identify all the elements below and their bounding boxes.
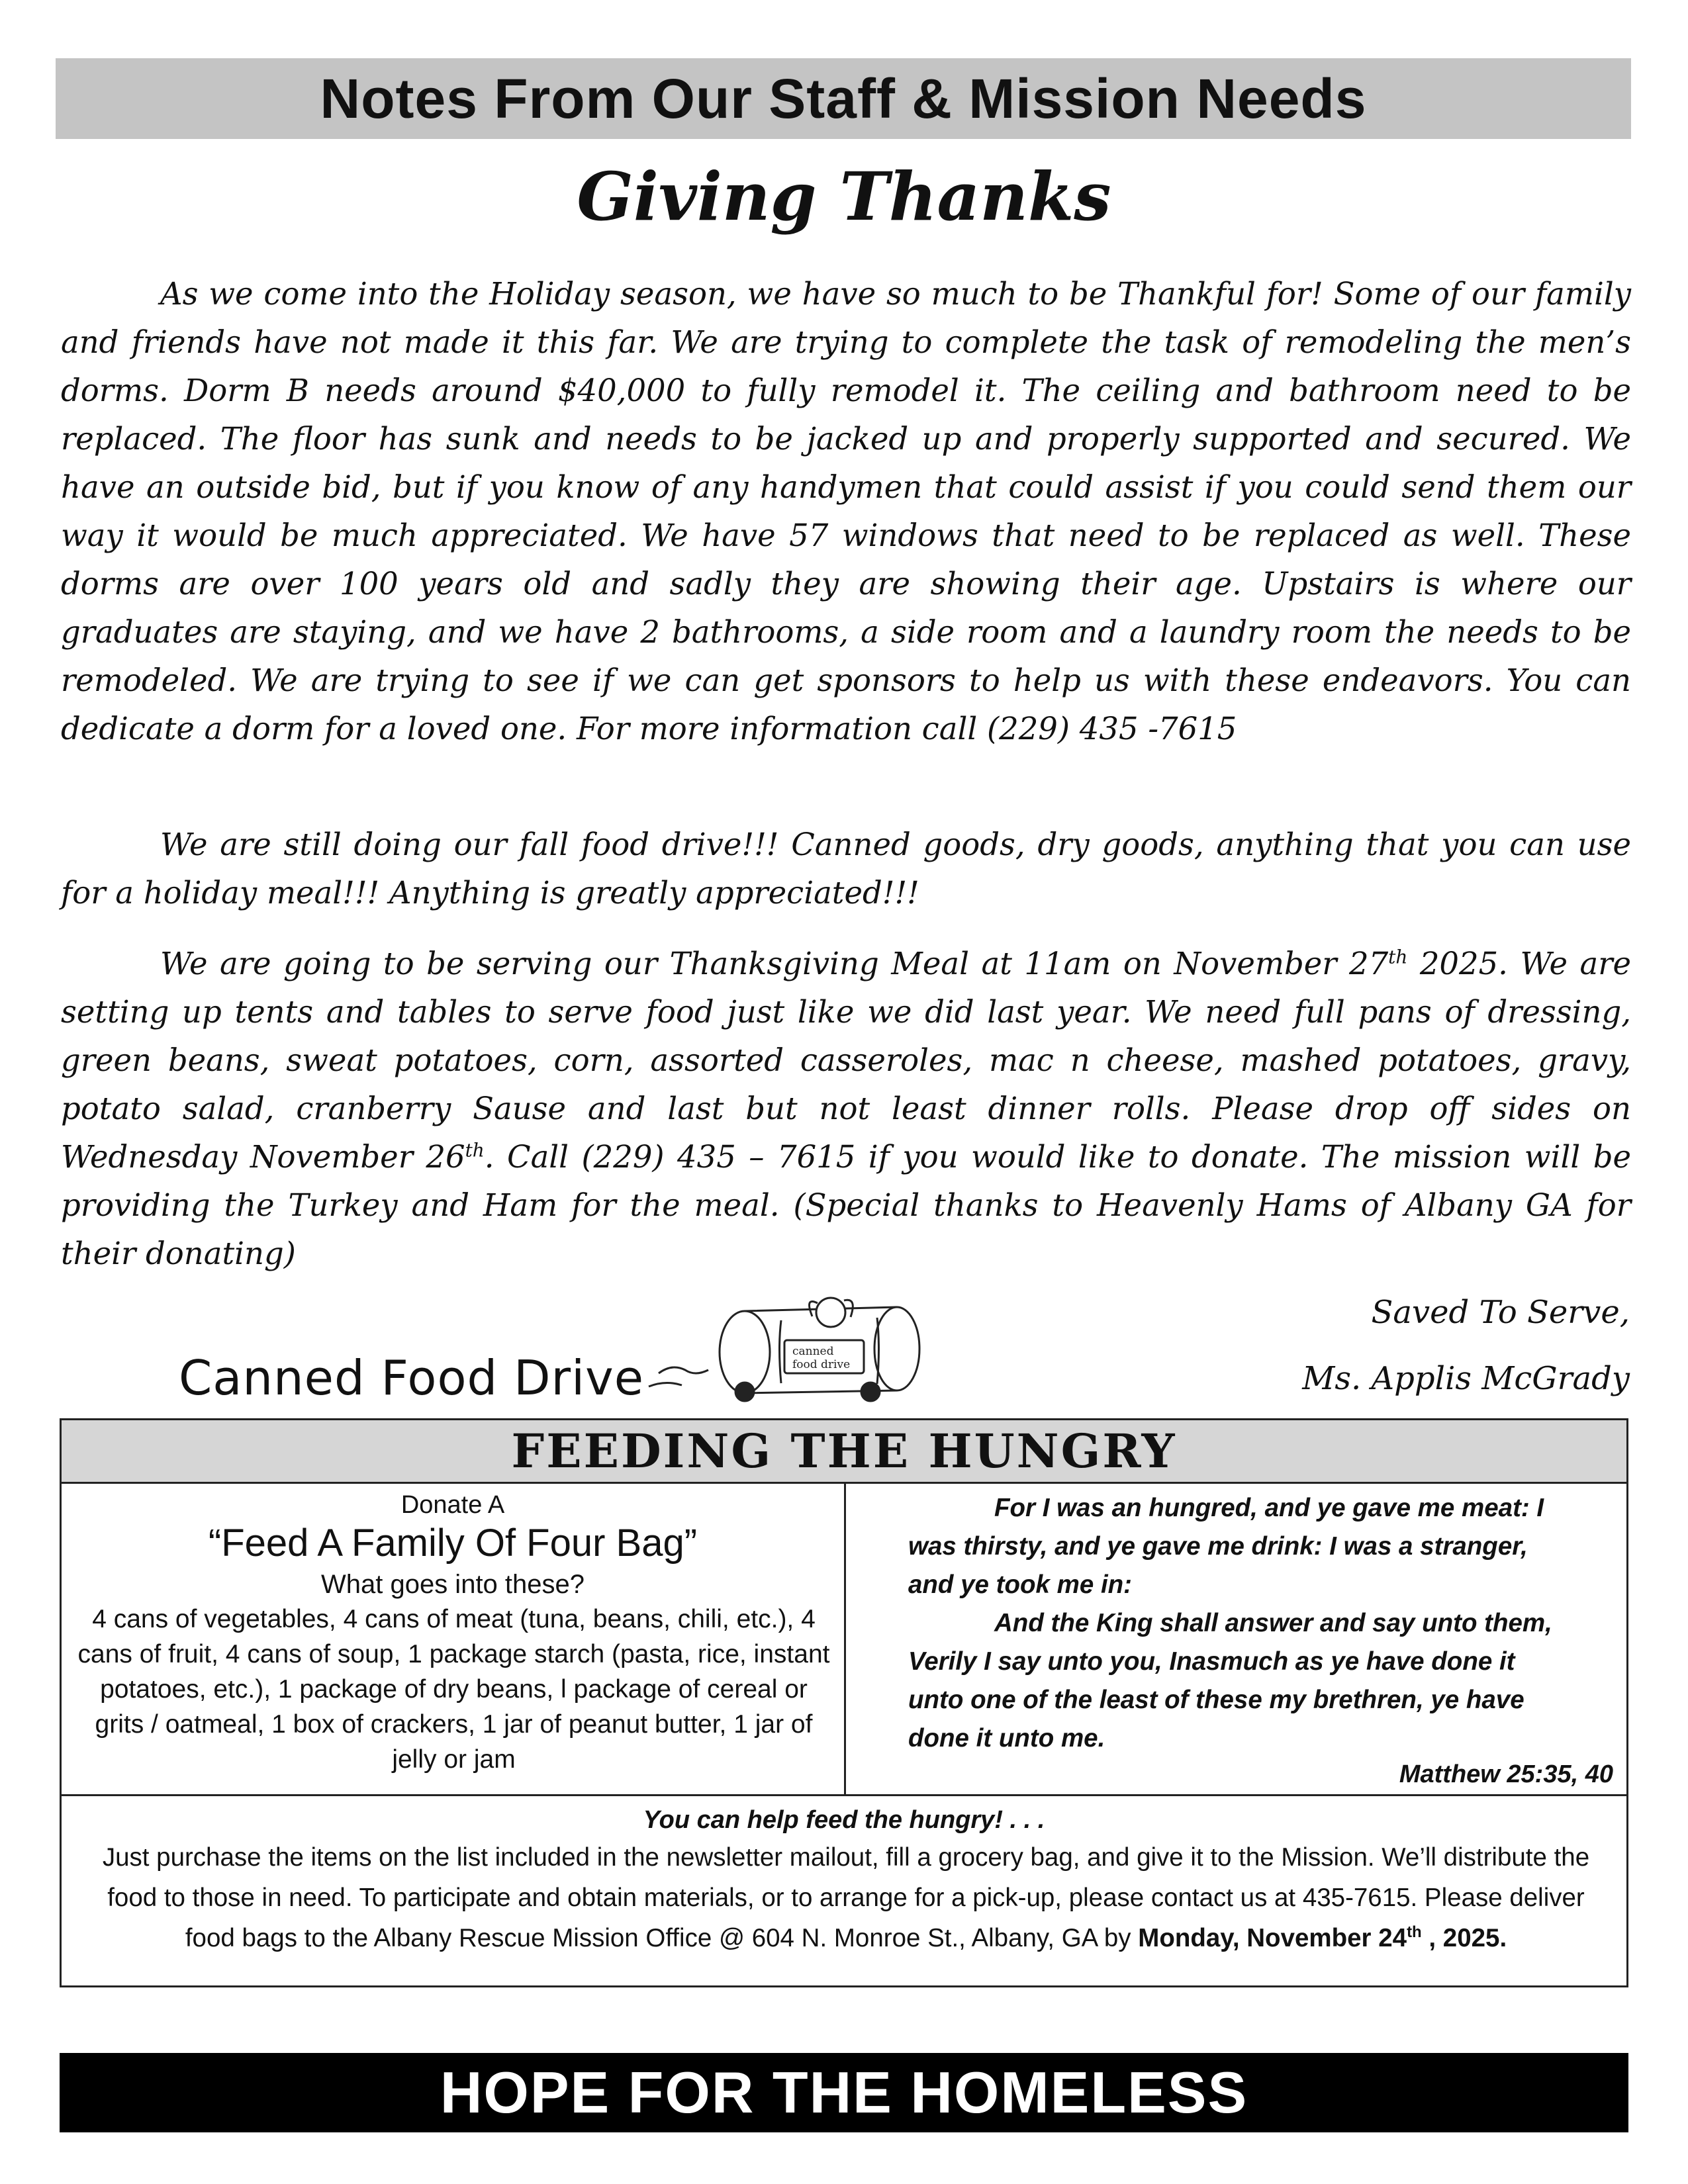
- family-bag-panel: [62, 1484, 846, 1796]
- letter-paragraph-food-drive: We are still doing our fall food drive!!! Canned goods, dry goods, anything that you can use for a holiday meal!!! Anything is greatly appreciated!!!: [61, 827, 1631, 911]
- canned-food-car-illustration: [645, 1294, 957, 1403]
- help-body-main: Just purchase the items on the list included in the newsletter mailout, fill a grocery bag, and give it to the Mission. We’ll distribute the food to those in need. To participate and obtain materials, or to arrange for a pick-up, please contact us at 435-7615. Please deliver food bags to the Albany Rescue Mission Office @ 604 N. Monroe St., Albany, GA by: [102, 1843, 1590, 1952]
- scripture-reference: Matthew 25:35, 40: [1399, 1760, 1613, 1788]
- can-end-right: [874, 1307, 919, 1390]
- help-body-text: [81, 1837, 1611, 1958]
- bag-items-list: 4 cans of vegetables, 4 cans of meat (tuna, beans, chili, etc.), 4 cans of fruit, 4 cans of soup, 1 package starch (pasta, rice, instant potatoes, etc.), 1 package of dry beans, l package of cereal or grits / oatmeal, 1 box of crackers, 1 jar of peanut butter, 1 jar of jelly or jam: [77, 1605, 830, 1774]
- deadline: [1138, 1924, 1507, 1952]
- thanksgiving-text-a: We are going to be serving our Thanksgiving Meal at 11am on November 27: [160, 946, 1389, 981]
- section-header: [56, 58, 1631, 139]
- wheel: [735, 1383, 754, 1401]
- ordinal-suffix: th: [1388, 946, 1408, 968]
- ordinal-suffix: th: [1407, 1923, 1422, 1942]
- footer-banner-text: HOPE FOR THE HOMELESS: [440, 2060, 1248, 2125]
- feeding-heading: FEEDING THE HUNGRY: [62, 1420, 1626, 1484]
- scripture-panel: [846, 1484, 1626, 1796]
- can-label-line-2: food drive: [792, 1358, 851, 1371]
- feeding-the-hungry-box: [60, 1418, 1628, 1987]
- letter-title: Giving Thanks: [577, 158, 1111, 236]
- driver-head: [816, 1298, 845, 1327]
- can-label-line-1: canned: [792, 1345, 834, 1358]
- deadline-year: , 2025.: [1421, 1924, 1507, 1952]
- ordinal-suffix: th: [465, 1139, 485, 1161]
- donate-a-label: Donate A: [400, 1491, 505, 1519]
- letter-signer: Ms. Applis McGrady: [1302, 1360, 1630, 1397]
- family-bag-title: “Feed A Family Of Four Bag”: [208, 1522, 698, 1565]
- thanksgiving-text-c: . Call (229) 435 – 7615 if you would like to donate. The mission will be providing the Turkey and Ham for the meal. (Special thanks to Heavenly Hams of Albany GA for their donating): [61, 1139, 1631, 1271]
- thanksgiving-text-b: 2025. We are setting up tents and tables to serve food just like we did last year. We need full pans of dressing, green beans, sweat potatoes, corn, assorted casseroles, mac n cheese, mashed potatoes, gravy, potato salad, cranberry Sause and last but not least dinner rolls. Please drop off sides on Wednesday November 26: [61, 946, 1631, 1175]
- bag-question: What goes into these?: [320, 1570, 585, 1599]
- letter-paragraph-thanksgiving: [61, 940, 1631, 1278]
- scripture-verse-40: And the King shall answer and say unto them, Verily I say unto you, Inasmuch as ye have done it unto one of the least of these my brethren, ye have done it unto me.: [908, 1609, 1552, 1752]
- can-end-left: [720, 1311, 770, 1393]
- letter-paragraph-dorms: As we come into the Holiday season, we have so much to be Thankful for! Some of our family and friends have not made it this far. We are trying to complete the task of remodeling the men’s dorms. Dorm B needs around $40,000 to fully remodel it. The ceiling and bathroom need to be replaced. The floor has sunk and needs to be jacked up and properly supported and secured. We have an outside bid, but if you know of any handymen that could assist if you could send them our way it would be much appreciated. We have 57 windows that need to be replaced as well. These dorms are over 100 years old and sadly they are showing their age. Upstairs is where our graduates are staying, and we have 2 bathrooms, a side room and a laundry room the needs to be remodeled. We are trying to see if we can get sponsors to help us with these endeavors. You can dedicate a dorm for a loved one. For more information call (229) 435 -7615: [61, 276, 1631, 747]
- section-header-title: Notes From Our Staff & Mission Needs: [320, 67, 1367, 130]
- wheel: [861, 1383, 880, 1401]
- scripture-text: [908, 1489, 1570, 1758]
- footer-banner: [60, 2053, 1628, 2132]
- deadline-date: Monday, November 24: [1138, 1924, 1407, 1952]
- speed-line: [649, 1383, 682, 1387]
- help-heading: You can help feed the hungry! . . .: [643, 1806, 1045, 1834]
- canned-food-drive-label: Canned Food Drive: [179, 1350, 645, 1406]
- letter-closing: Saved To Serve,: [1371, 1294, 1630, 1331]
- scripture-verse-35: For I was an hungred, and ye gave me meat: I was thirsty, and ye gave me drink: I was a stranger, and ye took me in:: [908, 1494, 1544, 1599]
- speed-line: [659, 1367, 708, 1373]
- help-instructions: [62, 1796, 1626, 1987]
